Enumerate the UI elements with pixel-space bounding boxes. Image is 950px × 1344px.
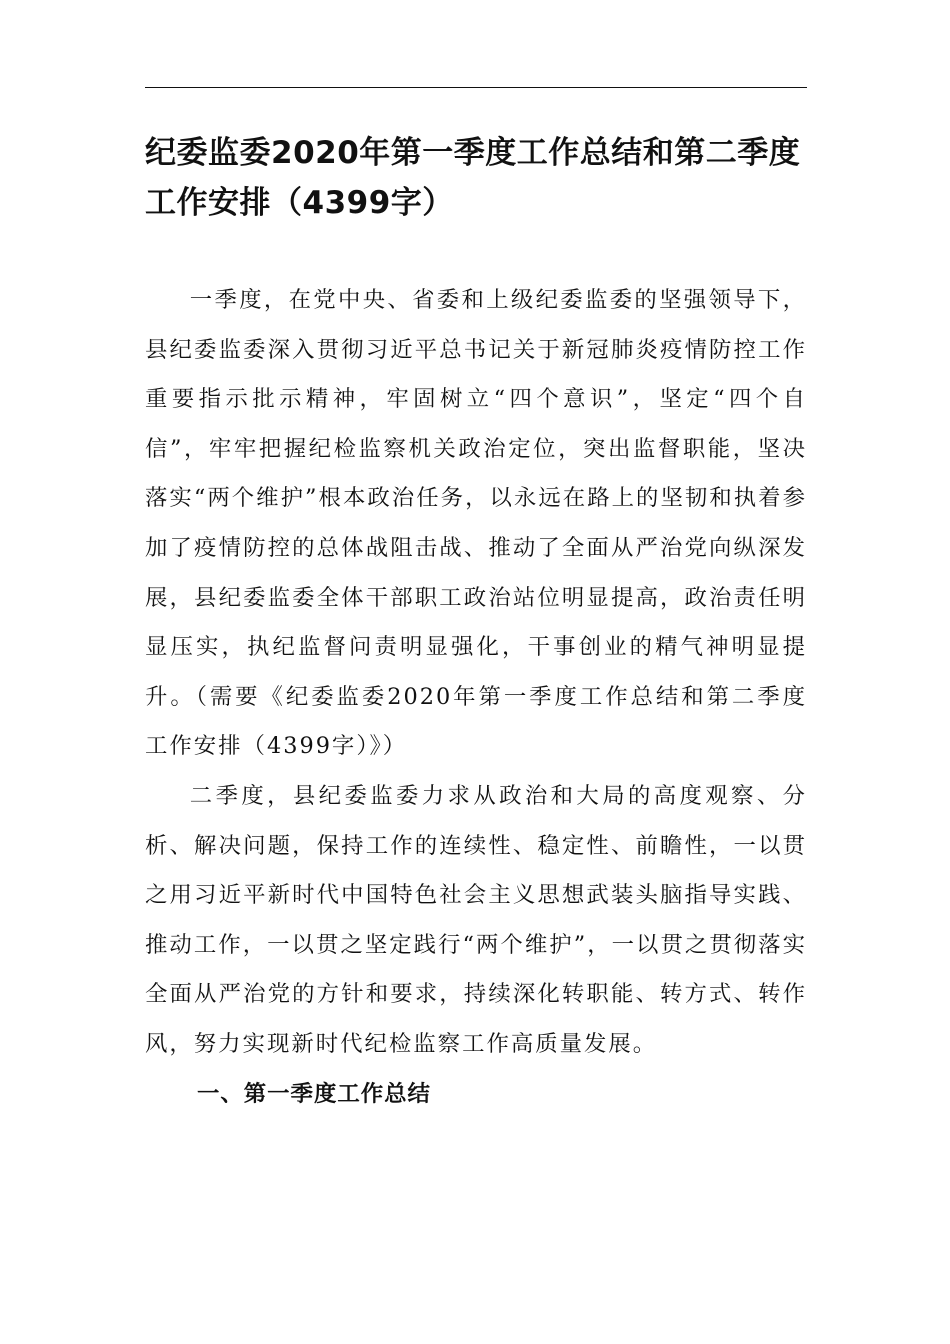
header-rule — [145, 87, 807, 88]
document-body — [145, 276, 807, 1119]
section-heading: 一、第一季度工作总结 — [197, 1080, 431, 1107]
paragraph-second-quarter: 二季度，县纪委监委力求从政治和大局的高度观察、分析、解决问题，保持工作的连续性、稳定性、前瞻性，一以贯之用习近平新时代中国特色社会主义思想武装头脑指导实践、推动工作，一以贯之坚定践行“两个维护”，一以贯之贯彻落实全面从严治党的方针和要求，持续深化转职能、转方式、转作风，努力实现新时代纪检监察工作高质量发展。 — [145, 782, 807, 1057]
paragraph-first-quarter: 一季度，在党中央、省委和上级纪委监委的坚强领导下，县纪委监委深入贯彻习近平总书记关于新冠肺炎疫情防控工作重要指示批示精神，牢固树立“四个意识”，坚定“四个自信”，牢牢把握纪检监察机关政治定位，突出监督职能，坚决落实“两个维护”根本政治任务，以永远在路上的坚韧和执着参加了疫情防控的总体战阻击战、推动了全面从严治党向纵深发展，县纪委监委全体干部职工政治站位明显提高，政治责任明显压实，执纪监督问责明显强化，干事创业的精气神明显提升。（需要《纪委监委2020年第一季度工作总结和第二季度工作安排（4399字）》） — [145, 287, 807, 760]
document-title: 纪委监委2020年第一季度工作总结和第二季度工作安排（4399字） — [145, 135, 801, 221]
